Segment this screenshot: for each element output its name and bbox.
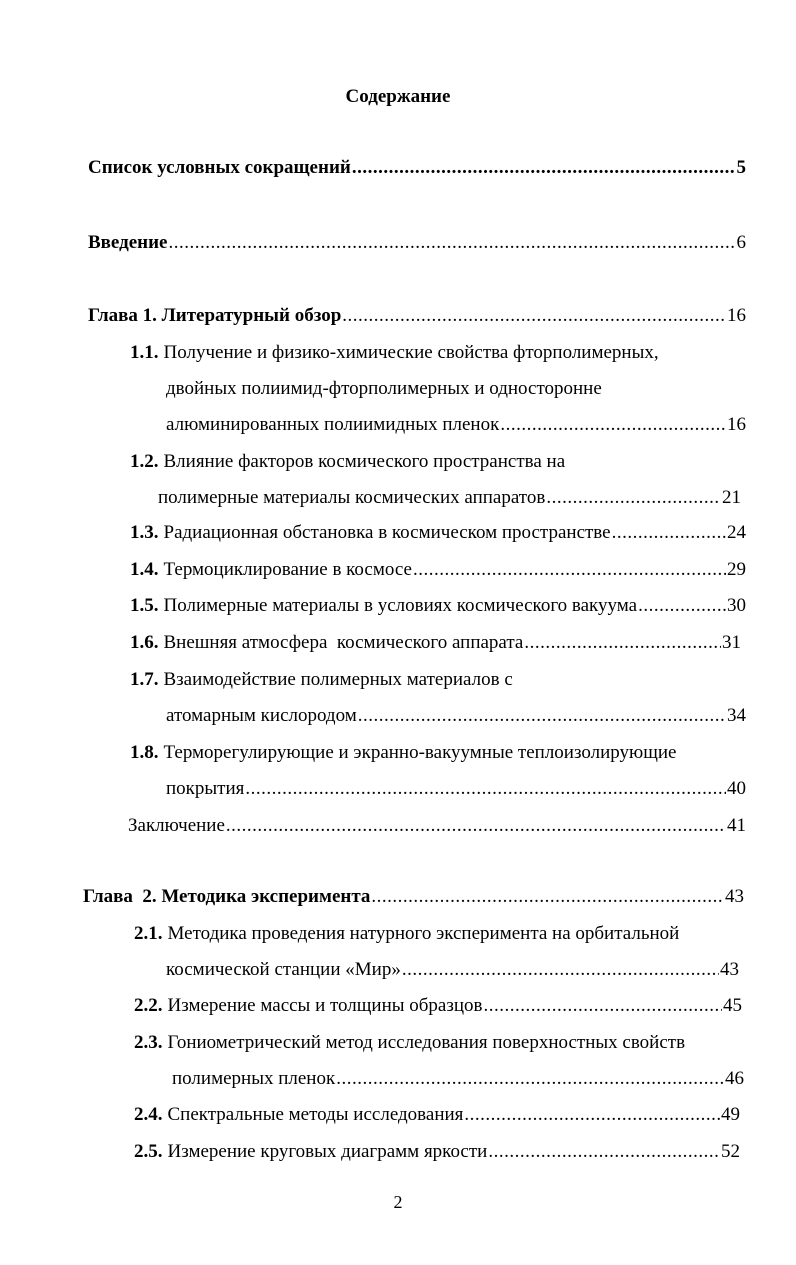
toc-leader: [484, 994, 722, 1018]
toc-leader: [546, 486, 721, 510]
toc-leader: [245, 777, 726, 801]
toc-entry-1-7-end: [166, 704, 746, 728]
toc-leader: [169, 231, 736, 255]
toc-page: 16: [727, 414, 746, 435]
toc-page: 31: [722, 632, 741, 653]
toc-entry-2-1-end: [166, 958, 739, 982]
section-number: 1.2.: [130, 451, 159, 472]
toc-leader: [464, 1103, 720, 1127]
toc-entry-1-1-end: [166, 413, 746, 437]
toc-page: 52: [721, 1141, 740, 1162]
toc-label: Спектральные методы исследования: [167, 1104, 464, 1125]
toc-label: Глава 1. Литературный обзор: [88, 305, 342, 326]
toc-label: Введение: [88, 232, 168, 253]
toc-leader: [524, 631, 721, 655]
section-number: 2.3.: [134, 1032, 163, 1053]
toc-leader: [402, 958, 719, 982]
toc-page: 21: [722, 487, 741, 508]
toc-label-line: Гониометрический метод исследования поверхностных свойств: [167, 1032, 686, 1053]
toc-page: 29: [727, 559, 746, 580]
section-number: 1.3.: [130, 522, 159, 543]
toc-label-line: Терморегулирующие и экранно-вакуумные теплоизолирующие: [163, 742, 677, 763]
toc-entry-1-7: [130, 668, 513, 692]
section-number: 2.5.: [134, 1141, 163, 1162]
section-number: 1.4.: [130, 559, 159, 580]
toc-label: Измерение массы и толщины образцов: [167, 995, 483, 1016]
toc-entry-2-3: [134, 1031, 685, 1055]
toc-entry-introduction: [88, 231, 746, 255]
toc-label-line: полимерных пленок: [172, 1068, 336, 1089]
toc-label-line: алюминированных полиимидных пленок: [166, 414, 500, 435]
section-number: 1.6.: [130, 632, 159, 653]
toc-entry-chapter-2: [83, 885, 744, 909]
toc-page: 41: [727, 815, 746, 836]
toc-page: 43: [725, 886, 744, 907]
toc-leader: [638, 594, 726, 618]
toc-entry-2-2: [134, 994, 742, 1018]
section-number: 2.2.: [134, 995, 163, 1016]
toc-label-line: Влияние факторов космического пространства на: [163, 451, 566, 472]
toc-entry-2-5: [134, 1140, 740, 1164]
toc-page: 43: [720, 959, 739, 980]
toc-entry-1-2: [130, 450, 565, 474]
toc-label-line: космической станции «Мир»: [166, 959, 401, 980]
toc-label-line: покрытия: [166, 778, 245, 799]
toc-entry-conclusion: [128, 814, 746, 838]
toc-label: Полимерные материалы в условиях космического вакуума: [163, 595, 638, 616]
section-number: 2.4.: [134, 1104, 163, 1125]
toc-label: Список условных сокращений: [88, 157, 351, 178]
toc-entry-1-6: [130, 631, 741, 655]
toc-label: Измерение круговых диаграмм яркости: [167, 1141, 488, 1162]
toc-entry-1-5: [130, 594, 746, 618]
toc-page: 49: [721, 1104, 740, 1125]
toc-label: Внешняя атмосфера космического аппарата: [163, 632, 524, 653]
toc-leader: [371, 885, 724, 909]
toc-leader: [358, 704, 726, 728]
toc-page: 46: [725, 1068, 744, 1089]
toc-label: Заключение: [128, 815, 225, 836]
toc-entry-1-1: [130, 341, 659, 365]
toc-label-line: атомарным кислородом: [166, 705, 357, 726]
toc-leader: [352, 156, 736, 180]
page-title: Содержание: [345, 86, 451, 107]
toc-entry-1-2-end: [158, 486, 741, 510]
toc-label-line: Методика проведения натурного эксперимента на орбитальной: [167, 923, 680, 944]
toc-leader: [413, 558, 726, 582]
toc-entry-abbreviations: [88, 156, 746, 180]
toc-page: 40: [727, 778, 746, 799]
toc-page: 45: [723, 995, 742, 1016]
toc-entry-2-1: [134, 922, 679, 946]
toc-page: 24: [727, 522, 746, 543]
toc-label-line: полимерные материалы космических аппаратов: [158, 487, 546, 508]
toc-page: 30: [727, 595, 746, 616]
toc-page: 6: [736, 232, 746, 253]
section-number: 1.7.: [130, 669, 159, 690]
toc-entry-1-4: [130, 558, 746, 582]
toc-page: 16: [727, 305, 746, 326]
toc-entry-1-3: [130, 521, 746, 545]
section-number: 1.8.: [130, 742, 159, 763]
toc-page: 5: [736, 157, 746, 178]
toc-label: Термоциклирование в космосе: [163, 559, 412, 580]
toc-entry-chapter-1: [88, 304, 746, 328]
toc-label-line: Взаимодействие полимерных материалов с: [163, 669, 513, 690]
toc-label-line: Получение и физико-химические свойства фторполимерных,: [163, 342, 659, 363]
section-number: 1.1.: [130, 342, 159, 363]
toc-entry-2-4: [134, 1103, 740, 1127]
toc-leader: [500, 413, 726, 437]
toc-leader: [336, 1067, 724, 1091]
toc-page: 34: [727, 705, 746, 726]
section-number: 1.5.: [130, 595, 159, 616]
toc-label-line: двойных полиимид-фторполимерных и односторонне: [166, 378, 602, 399]
toc-entry-1-8: [130, 741, 676, 765]
toc-leader: [342, 304, 726, 328]
toc-leader: [488, 1140, 720, 1164]
toc-leader: [612, 521, 726, 545]
toc-label: Глава 2. Методика эксперимента: [83, 886, 371, 907]
toc-entry-1-8-end: [166, 777, 746, 801]
section-number: 2.1.: [134, 923, 163, 944]
toc-entry-2-3-end: [172, 1067, 744, 1091]
toc-leader: [226, 814, 726, 838]
toc-label: Радиационная обстановка в космическом пространстве: [163, 522, 611, 543]
page-number: 2: [393, 1192, 403, 1212]
